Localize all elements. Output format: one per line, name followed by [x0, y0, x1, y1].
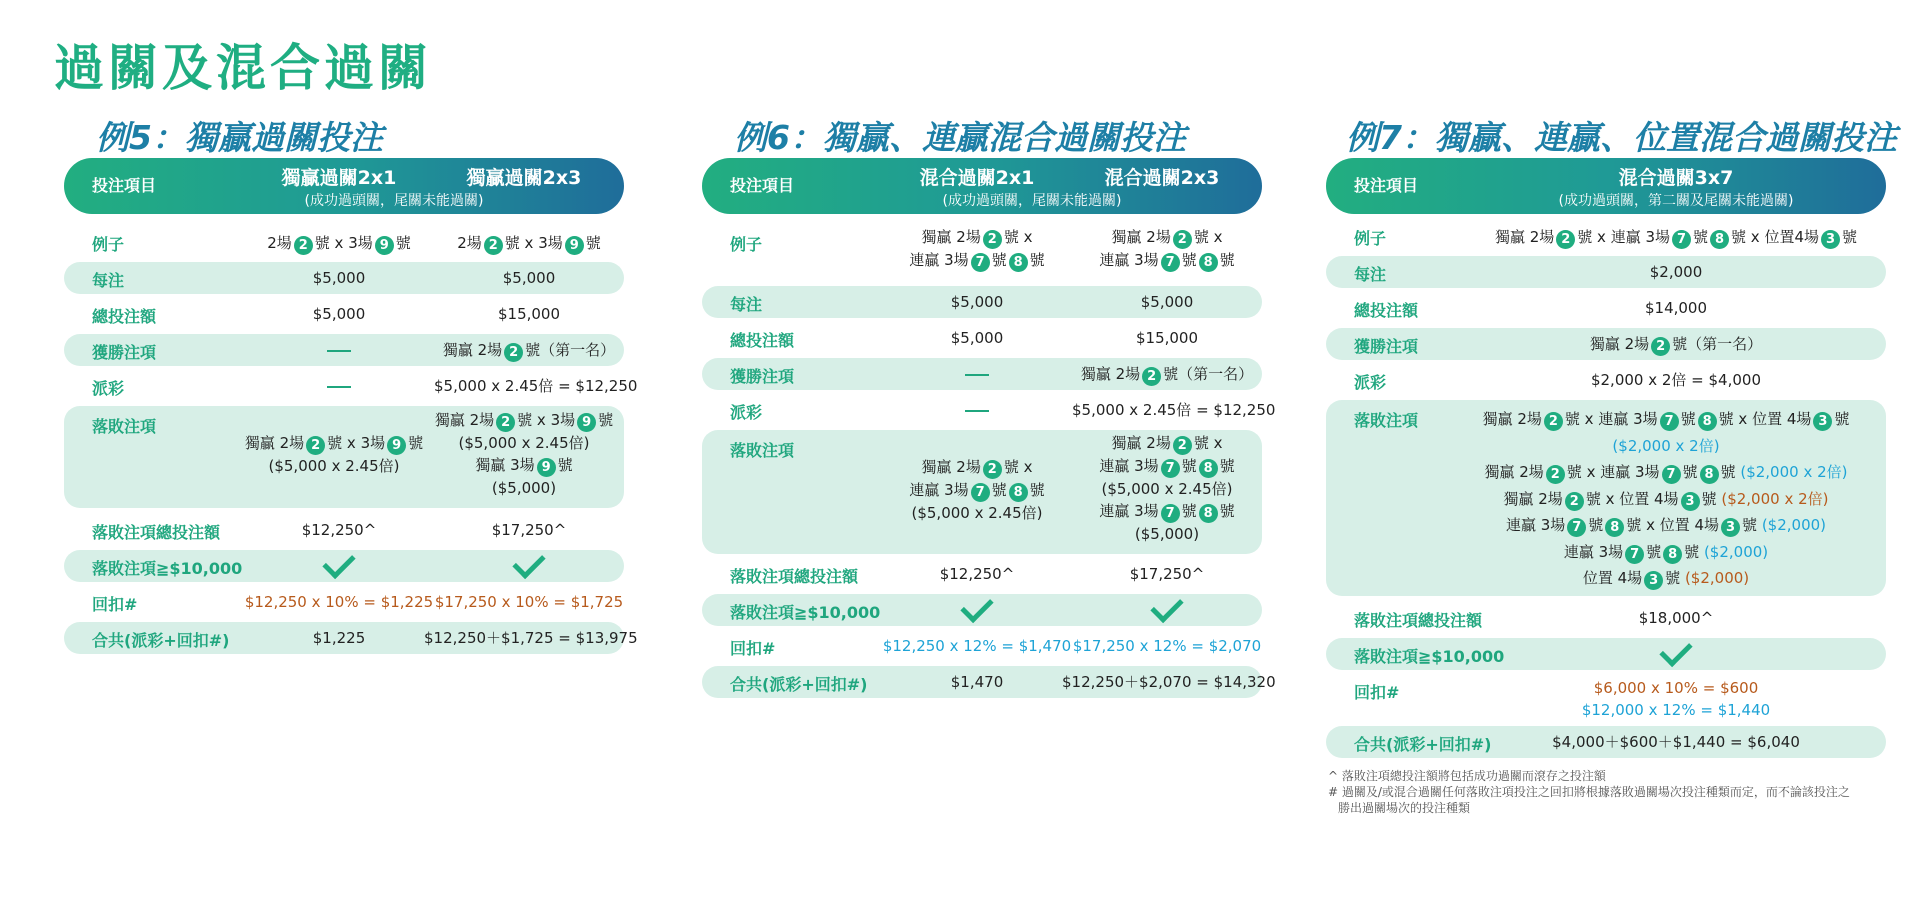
header-col-1: 混合過關3x7	[1618, 167, 1734, 189]
table-row-example	[64, 228, 624, 258]
table-row-dividend	[64, 370, 638, 402]
table-row-total	[702, 322, 1262, 354]
losing-col-2: 獨贏 2場 2 號 x 3場 9 號 ($5,000 x 2.45倍) 獨贏 3場 9 號 ($5,000)	[434, 411, 614, 497]
table-row-dividend	[1326, 364, 1886, 396]
row-label: 獲勝注項	[92, 343, 157, 362]
losing-col-1: 獨贏 2場 2 號 x 連贏 3場 7 號 8 號 ($5,000 x 2.45倍)	[909, 458, 1045, 522]
header-col-2: 獨贏過關2x3	[466, 167, 582, 189]
header-subtitle: (成功過頭關，尾關未能過關)	[942, 193, 1122, 209]
example-col-2: 獨贏 2場 2 號 x 連贏 3場 7 號 8 號	[1099, 228, 1235, 270]
winning-col-1-empty	[882, 363, 1072, 385]
example-7-panel	[1326, 158, 1886, 758]
row-label: 落敗注項	[1354, 411, 1419, 430]
sum-col-2: $12,250＋$1,725 = $13,975	[424, 629, 638, 647]
rebate-col-2: $17,250 x 12% = $2,070	[1072, 637, 1262, 655]
losing-total-col-1: $12,250^	[301, 521, 377, 539]
unit-col-1: $5,000	[312, 269, 366, 287]
table-row-threshold	[1326, 638, 1886, 670]
sum-col-2: $12,250＋$2,070 = $14,320	[1062, 673, 1276, 691]
row-label: 每注	[730, 295, 763, 314]
rebate-col-2: $17,250 x 10% = $1,725	[434, 593, 624, 611]
total-col-1: $5,000	[950, 329, 1004, 347]
row-label: 合共(派彩+回扣#)	[730, 675, 868, 694]
dividend-col-1-empty	[882, 399, 1072, 421]
header-col-2: 混合過關2x3	[1104, 167, 1220, 189]
table-row-winning	[1326, 328, 1886, 360]
unit-col-1: $2,000	[1649, 263, 1703, 281]
row-label: 落敗注項總投注額	[92, 523, 221, 542]
table-header	[1326, 158, 1886, 214]
header-label: 投注項目	[92, 176, 157, 195]
footnote-hash-cont: 勝出過關場次的投注種類	[1338, 801, 1471, 815]
table-row-losing	[64, 406, 624, 508]
sum-col-1: $1,470	[950, 673, 1004, 691]
table-row-losing	[702, 430, 1262, 554]
losing-total-col-1: $18,000^	[1638, 609, 1714, 627]
example-col-1: 2場 2 號 x 3場 9 號	[267, 234, 411, 253]
row-label: 落敗注項	[92, 417, 157, 436]
table-row-sum	[1326, 726, 1886, 758]
row-label: 落敗注項總投注額	[730, 567, 859, 586]
table-row-unit	[1326, 256, 1886, 288]
table-row-winning	[702, 358, 1262, 390]
losing-total-col-2: $17,250^	[491, 521, 567, 539]
losing-total-col-1: $12,250^	[939, 565, 1015, 583]
table-row-rebate	[64, 586, 624, 618]
row-label: 派彩	[730, 403, 763, 422]
table-row-losing	[1326, 400, 1886, 596]
dividend-col-2: $5,000 x 2.45倍 = $12,250	[434, 377, 638, 395]
example-col-1: 獨贏 2場 2 號 x 連贏 3場 7 號 8 號 x 位置4場 3 號	[1494, 228, 1858, 247]
row-label: 例子	[92, 235, 125, 254]
header-subtitle: (成功過頭關，第二關及尾關未能過關)	[1558, 193, 1794, 209]
table-row-example	[1326, 222, 1886, 252]
table-header	[702, 158, 1262, 214]
winning-col-2: 獨贏 2場 2 號（第一名）	[442, 341, 616, 360]
table-row-sum	[702, 666, 1276, 698]
unit-col-2: $5,000	[502, 269, 556, 287]
row-label: 總投注額	[730, 331, 795, 350]
dividend-col-1-empty	[244, 375, 434, 397]
sum-col-1: $4,000＋$600＋$1,440 = $6,040	[1552, 733, 1800, 751]
table-row-total	[64, 298, 624, 330]
row-label: 落敗注項	[730, 441, 795, 460]
footnote-hash: # 過關及/或混合過關任何落敗注項投注之回扣將根據落敗過關場次投注種類而定，而不論該投注之	[1328, 785, 1850, 799]
row-label: 例子	[730, 235, 763, 254]
header-col-1: 獨贏過關2x1	[281, 167, 397, 189]
table-row-dividend	[702, 394, 1276, 426]
total-col-2: $15,000	[497, 305, 561, 323]
losing-total-col-2: $17,250^	[1129, 565, 1205, 583]
rebate-col-1: $12,250 x 12% = $1,470	[882, 637, 1072, 655]
header-label: 投注項目	[1354, 176, 1419, 195]
example-col-1: 獨贏 2場 2 號 x 連贏 3場 7 號 8 號	[909, 228, 1045, 270]
row-label: 合共(派彩+回扣#)	[1354, 735, 1492, 754]
page-title: 過關及混合過關	[54, 39, 432, 97]
row-label: 每注	[1354, 265, 1387, 284]
row-label: 每注	[92, 271, 125, 290]
total-col-1: $14,000	[1644, 299, 1708, 317]
check-icon	[434, 554, 624, 583]
table-row-rebate	[1326, 674, 1886, 728]
example-5-panel	[64, 158, 638, 658]
footnote-caret: ^ 落敗注項總投注額將包括成功過關而滾存之投注額	[1328, 769, 1606, 783]
row-label: 獲勝注項	[730, 367, 795, 386]
rebate-col-1: $12,250 x 10% = $1,225	[244, 593, 434, 611]
example-6-title: 例6：獨贏、連贏混合過關投注	[734, 118, 1186, 157]
total-col-2: $15,000	[1135, 329, 1199, 347]
table-row-losing-total	[1326, 602, 1886, 634]
table-row-winning	[64, 334, 624, 366]
losing-col-1: 獨贏 2場 2 號 x 連贏 3場 7 號 8 號 x 位置 4場 3 號 ($2,000 x 2倍) 獨贏 2場 2 號 x 連贏 3場 7 號 8 號 ($2,000 x 2倍) 獨贏 2場 2 號 x 位置 4場 3 號 ($2,000 x 2倍) 連贏 3場 7 號 8 號 x 位置 4場 3 號 ($2,000) 連贏 3場 7 號 8 號 ($2,000) 位置 4場 3 號 ($2,000)	[1482, 410, 1850, 588]
table-row-unit	[64, 262, 624, 294]
dividend-col-2: $5,000 x 2.45倍 = $12,250	[1072, 401, 1276, 419]
check-icon	[244, 554, 434, 583]
sum-col-1: $1,225	[312, 629, 366, 647]
table-row-example	[702, 224, 1262, 278]
total-col-1: $5,000	[312, 305, 366, 323]
losing-col-2: 獨贏 2場 2 號 x 連贏 3場 7 號 8 號 ($5,000 x 2.45倍) 連贏 3場 7 號 8 號 ($5,000)	[1099, 434, 1235, 543]
example-7-title: 例7：獨贏、連贏、位置混合過關投注	[1346, 118, 1897, 157]
table-row-losing-total	[64, 514, 624, 546]
row-label: 落敗注項≧$10,000	[730, 603, 881, 622]
check-icon	[1072, 598, 1262, 627]
footnotes	[1328, 768, 1888, 816]
row-label: 總投注額	[1354, 301, 1419, 320]
table-row-total	[1326, 292, 1886, 324]
row-label: 派彩	[1354, 373, 1387, 392]
row-label: 合共(派彩+回扣#)	[92, 631, 230, 650]
winning-col-1: 獨贏 2場 2 號（第一名）	[1589, 335, 1763, 354]
row-label: 落敗注項≧$10,000	[92, 559, 243, 578]
example-5-title: 例5：獨贏過關投注	[96, 118, 383, 157]
row-label: 總投注額	[92, 307, 157, 326]
row-label: 回扣#	[730, 639, 776, 658]
row-label: 落敗注項總投注額	[1354, 611, 1483, 630]
winning-col-2: 獨贏 2場 2 號（第一名）	[1080, 365, 1254, 384]
example-col-2: 2場 2 號 x 3場 9 號	[457, 234, 601, 253]
row-label: 回扣#	[92, 595, 138, 614]
check-icon	[1466, 642, 1886, 671]
check-icon	[882, 598, 1072, 627]
rebate-col-1: $6,000 x 10% = $600 $12,000 x 12% = $1,440	[1581, 679, 1771, 719]
row-label: 落敗注項≧$10,000	[1354, 647, 1505, 666]
table-row-sum	[64, 622, 638, 654]
table-row-losing-total	[702, 558, 1262, 590]
losing-col-1: 獨贏 2場 2 號 x 3場 9 號 ($5,000 x 2.45倍)	[244, 434, 424, 475]
header-subtitle: (成功過頭關，尾關未能過關)	[304, 193, 484, 209]
header-col-1: 混合過關2x1	[919, 167, 1035, 189]
table-row-threshold	[64, 550, 624, 582]
table-row-rebate	[702, 630, 1262, 662]
unit-col-2: $5,000	[1140, 293, 1194, 311]
dividend-col-1: $2,000 x 2倍 = $4,000	[1590, 371, 1762, 389]
table-row-threshold	[702, 594, 1262, 626]
example-6-panel	[702, 158, 1276, 698]
row-label: 例子	[1354, 229, 1387, 248]
row-label: 派彩	[92, 379, 125, 398]
header-label: 投注項目	[730, 176, 795, 195]
row-label: 獲勝注項	[1354, 337, 1419, 356]
table-row-unit	[702, 286, 1262, 318]
table-header	[64, 158, 624, 214]
row-label: 回扣#	[1354, 683, 1400, 702]
winning-col-1-empty	[244, 339, 434, 361]
unit-col-1: $5,000	[950, 293, 1004, 311]
